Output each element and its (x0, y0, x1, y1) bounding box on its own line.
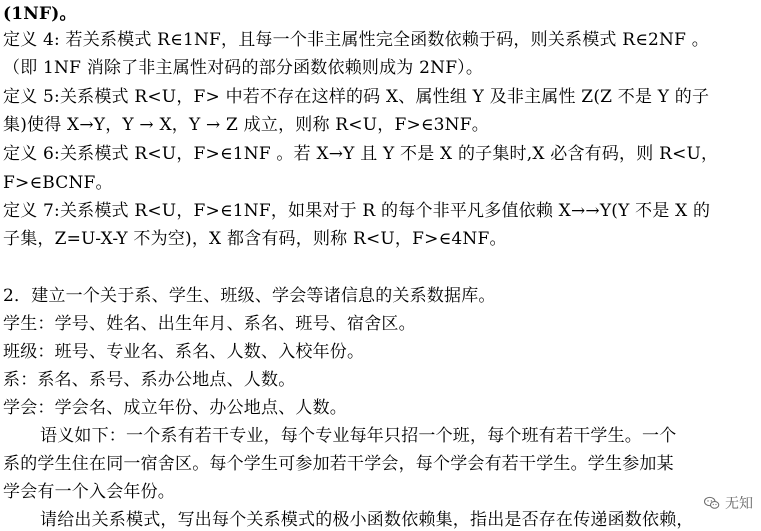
relation-department: 系：系名、系号、系办公地点、人数。 (3, 370, 296, 390)
semantics-line-2: 系的学生住在同一宿舍区。每个学生可参加若干学会，每个学会有若干学生。学生参加某 (3, 454, 674, 474)
semantics-line-3: 学会有一个入会年份。 (3, 482, 175, 502)
relation-student: 学生：学号、姓名、出生年月、系名、班号、宿舍区。 (3, 314, 416, 334)
question-2-heading: 2．建立一个关于系、学生、班级、学会等诸信息的关系数据库。 (3, 286, 496, 306)
definition-6-line-2: F>∈BCNF。 (3, 173, 113, 193)
definition-5-line-2: 集)使得 X→Y，Y → X，Y → Z 成立，则称 R<U，F>∈3NF。 (3, 115, 489, 135)
definition-4-note: （即 1NF 消除了非主属性对码的部分函数依赖则成为 2NF）。 (3, 58, 484, 78)
task-line: 请给出关系模式，写出每个关系模式的极小函数依赖集，指出是否存在传递函数依赖， (40, 510, 694, 530)
definition-6-line-1: 定义 6:关系模式 R<U，F>∈1NF 。若 X→Y 且 Y 不是 X 的子集时,X 必含有码，则 R<U， (3, 144, 719, 164)
semantics-line-1: 语义如下：一个系有若干专业，每个专业每年只招一个班，每个班有若干学生。一个 (40, 426, 677, 446)
watermark-text: 无知 (725, 496, 753, 512)
wechat-icon (703, 494, 721, 512)
definition-7-line-2: 子集，Z=U-X-Y 不为空)，X 都含有码，则称 R<U，F>∈4NF。 (3, 229, 507, 249)
definition-4-line: 定义 4: 若关系模式 R∈1NF，且每一个非主属性完全函数依赖于码，则关系模式 R∈2NF 。 (3, 30, 709, 50)
definition-5-line-1: 定义 5:关系模式 R<U，F> 中若不存在这样的码 X、属性组 Y 及非主属性 Z(Z 不是 Y 的子 (3, 87, 710, 107)
relation-society: 学会：学会名、成立年份、办公地点、人数。 (3, 398, 347, 418)
text-line-1nf-tail: (1NF)。 (3, 4, 77, 24)
definition-7-line-1: 定义 7:关系模式 R<U，F>∈1NF，如果对于 R 的每个非平凡多值依赖 X→→Y(Y 不是 X 的 (3, 201, 711, 221)
relation-class: 班级：班号、专业名、系名、人数、入校年份。 (3, 342, 365, 362)
watermark (703, 493, 753, 513)
